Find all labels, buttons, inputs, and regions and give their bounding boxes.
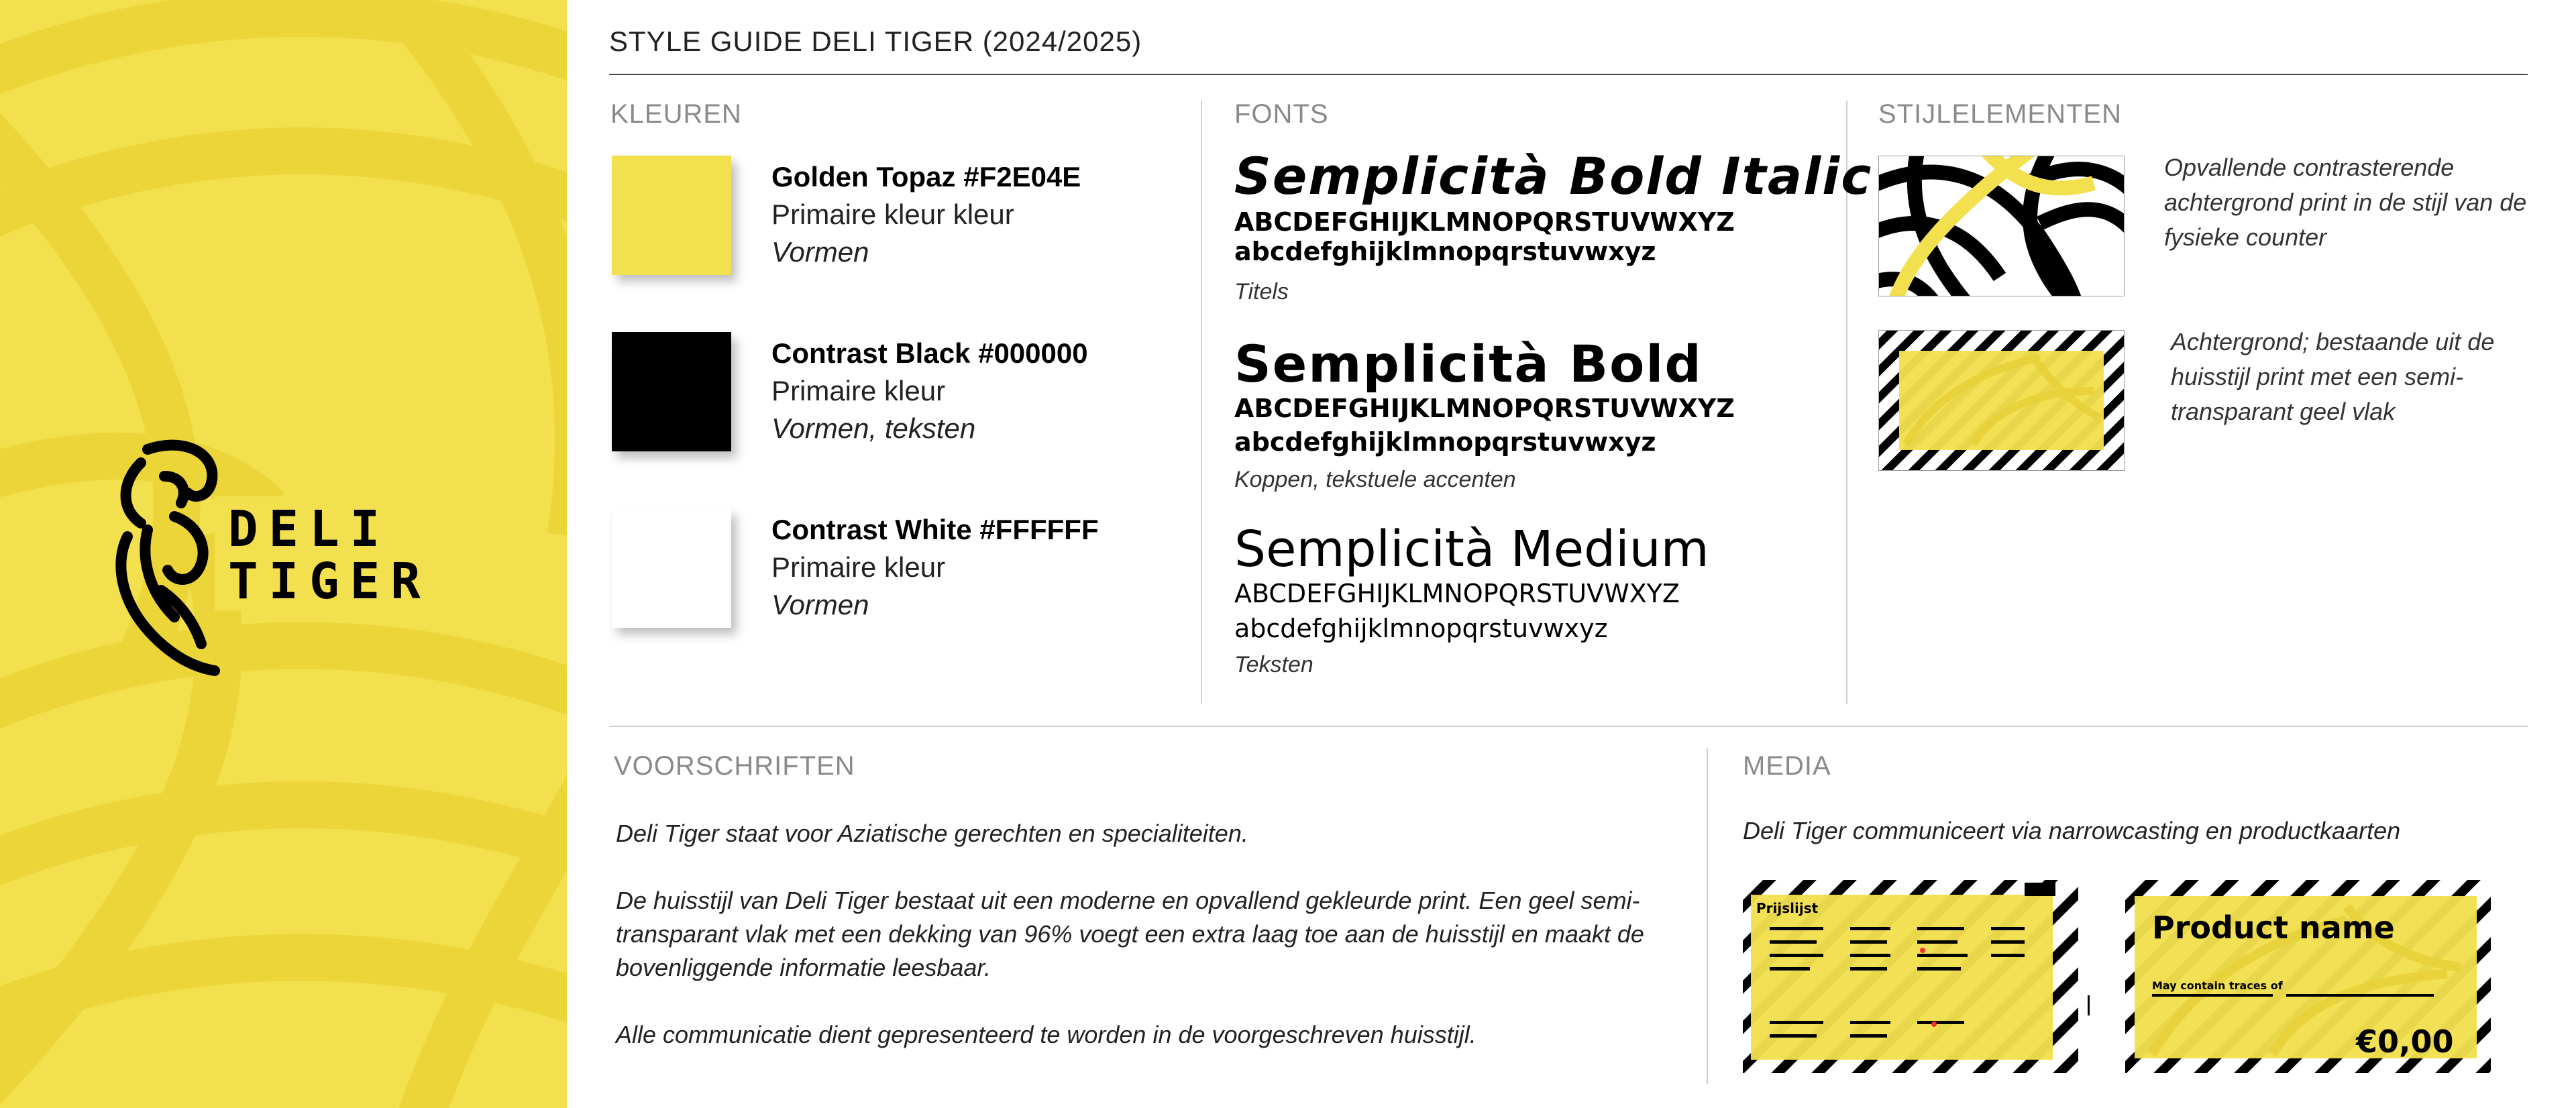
title-divider [609, 74, 2528, 75]
color-use: Vormen, teksten [771, 412, 976, 444]
fonts-heading: FONTS [1234, 99, 1329, 129]
brand-panel [0, 0, 567, 1108]
color-name: Contrast White #FFFFFF [771, 514, 1099, 545]
element-description: Achtergrond; bestaande uit de huisstijl print met een semi-transparant geel vlak [2171, 328, 2495, 425]
page-title: STYLE GUIDE DELI TIGER (2024/2025) [609, 25, 1142, 57]
color-name: Contrast Black #000000 [771, 337, 1088, 369]
contrast-print-sample [1878, 156, 2125, 296]
colors-heading: KLEUREN [610, 99, 742, 129]
font-name: Semplicità Medium [1234, 520, 1709, 578]
font-name: Semplicità Bold [1234, 334, 1703, 394]
font-name: Semplicità Bold Italic [1234, 146, 1873, 206]
color-use: Vormen [771, 589, 869, 620]
font-uppercase: ABCDEFGHIJKLMNOPQRSTUVWXYZ [1234, 207, 1735, 237]
logo-word-tiger: TIGER [228, 553, 431, 610]
media-heading: MEDIA [1743, 751, 1831, 781]
product-name: Product name [2152, 909, 2395, 946]
swatch-contrast-black [612, 332, 731, 451]
pricelist-title: Prijslijst [1756, 900, 1819, 916]
section-divider [609, 726, 2528, 727]
divider [1707, 749, 1708, 1084]
elements-heading: STIJLELEMENTEN [1878, 99, 2122, 129]
divider [2088, 995, 2090, 1015]
logo-word-deli: DELI [228, 500, 391, 558]
product-price: €0,00 [2356, 1023, 2454, 1060]
color-use: Vormen [771, 236, 869, 268]
background-print-sample [1878, 330, 2125, 471]
color-role: Primaire kleur [771, 551, 946, 583]
product-allergen-note: May contain traces of [2152, 979, 2283, 992]
swatch-golden-topaz [612, 156, 731, 275]
divider [1201, 101, 1202, 704]
color-name: Golden Topaz #F2E04E [771, 161, 1081, 192]
element-description: Opvallende contrasterende achtergrond print in de stijl van de fysieke counter [2164, 154, 2527, 251]
font-use: Teksten [1234, 652, 1313, 677]
rules-heading: VOORSCHRIFTEN [614, 751, 855, 781]
deli-tiger-logo [101, 436, 476, 677]
product-card [2125, 880, 2491, 1073]
font-uppercase: ABCDEFGHIJKLMNOPQRSTUVWXYZ [1234, 394, 1735, 423]
rules-paragraph: Deli Tiger staat voor Aziatische gerechten en specialiteiten. [616, 820, 1248, 847]
font-lowercase: abcdefghijklmnopqrstuvwxyz [1234, 427, 1656, 457]
font-lowercase: abcdefghijklmnopqrstuvwxyz [1234, 614, 1608, 643]
color-role: Primaire kleur kleur [771, 199, 1014, 230]
font-uppercase: ABCDEFGHIJKLMNOPQRSTUVWXYZ [1234, 579, 1680, 608]
font-use: Koppen, tekstuele accenten [1234, 467, 1516, 492]
swatch-contrast-white [612, 508, 731, 628]
rules-paragraph: Alle communicatie dient gepresenteerd te worden in de voorgeschreven huisstijl. [616, 1021, 1477, 1048]
rules-paragraph: De huisstijl van Deli Tiger bestaat uit een moderne en opvallend gekleurde print. Een geel semi-transparant vlak met een dekking van 96% voegt een extra laag toe aan de huisstijl en maakt de bovenliggende informatie leesbaar. [616, 887, 1644, 981]
narrowcasting-pricelist [1743, 880, 2078, 1073]
color-role: Primaire kleur [771, 375, 946, 406]
font-use: Titels [1234, 279, 1289, 304]
font-lowercase: abcdefghijklmnopqrstuvwxyz [1234, 237, 1656, 266]
media-intro: Deli Tiger communiceert via narrowcasting en productkaarten [1743, 817, 2401, 844]
